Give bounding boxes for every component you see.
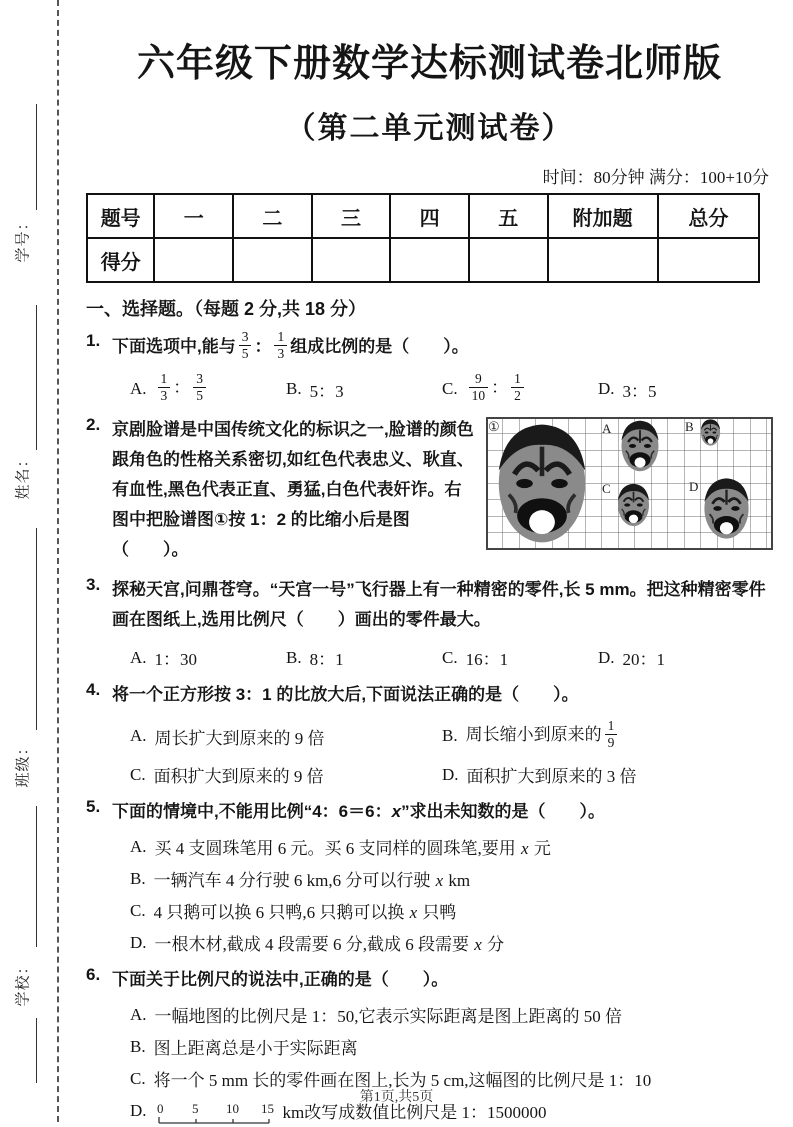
option-content: 一幅地图的比例尺是 1：50,它表示实际距离是图上距离的 50 倍 (154, 1007, 623, 1027)
option-label: C. (130, 1068, 146, 1088)
mask-label-c: C (602, 481, 611, 497)
score-cell (312, 238, 391, 282)
paper-title: 六年级下册数学达标测试卷北师版 (136, 43, 722, 85)
student-school-label: 学校： (14, 958, 32, 1007)
question-stem: 探秘天宫,问鼎苍穹。“天宫一号”飞行器上有一种精密的零件,长 5 mm。把这种精密零件画在图纸上,选用比例尺（ ）画出的零件最大。 (112, 580, 766, 630)
student-info-line (36, 806, 37, 947)
option-label: B. (286, 647, 302, 667)
option-content: 8：1 (309, 650, 344, 670)
header-cell: 三 (312, 194, 391, 238)
mask-label-a: A (602, 421, 612, 437)
question-1-options (130, 373, 773, 405)
student-info-line (36, 305, 37, 450)
option-label: B. (130, 868, 146, 888)
option-content: 面积扩大到原来的 9 倍 (153, 767, 324, 787)
option-label: A. (130, 726, 147, 746)
score-cell (469, 238, 548, 282)
option-label: B. (130, 1036, 146, 1056)
option-content: 一根木材,截成 4 段需要 6 分,截成 6 段需要 x 分 (154, 935, 505, 955)
question-number: 6. (86, 965, 101, 985)
mask-label-d: D (689, 479, 699, 495)
question-3-options (130, 645, 773, 670)
option-d (598, 645, 665, 670)
question-4-options-row-2 (130, 762, 773, 787)
question-2 (86, 415, 773, 565)
score-row-label: 得分 (87, 238, 154, 282)
option-a (130, 1002, 773, 1027)
option-a (130, 834, 773, 859)
score-table (86, 193, 760, 283)
header-cell: 一 (154, 194, 233, 238)
score-table-header-row (87, 194, 759, 238)
student-name-label: 姓名： (14, 451, 32, 500)
option-content: $\frac{1}{3}$ ： $\frac{3}{5}$ (155, 373, 210, 405)
question-4-options-row-1 (130, 720, 773, 752)
student-id-label: 学号： (14, 214, 32, 263)
student-info-line (36, 1018, 37, 1083)
header-cell: 二 (233, 194, 312, 238)
student-info-line (36, 528, 37, 730)
option-b (442, 720, 754, 752)
opera-masks-figure (486, 417, 773, 550)
score-cell (390, 238, 469, 282)
option-content: 周长缩小到原来的 $\frac{1}{9}$ (466, 720, 621, 752)
question-number: 3. (86, 575, 101, 595)
question-1 (86, 331, 773, 405)
header-cell: 四 (390, 194, 469, 238)
option-content: 将一个 5 mm 长的零件画在图上,长为 5 cm,这幅图的比例尺是 1：10 (153, 1071, 652, 1091)
option-content: 一辆汽车 4 分行驶 6 km,6 分可以行驶 x km (153, 871, 471, 891)
score-table-score-row (87, 238, 759, 282)
option-label: D. (598, 647, 615, 667)
option-label: A. (130, 836, 147, 856)
option-content: 16：1 (465, 650, 509, 670)
option-label: D. (442, 764, 459, 784)
question-stem: 下面的情境中,不能用比例“4：6＝6：x”求出未知数的是（ ）。 (112, 802, 606, 822)
question-stem: 下面关于比例尺的说法中,正确的是（ ）。 (112, 970, 449, 990)
score-cell (658, 238, 759, 282)
option-content: 买 4 支圆珠笔用 6 元。买 6 支同样的圆珠笔,要用 x 元 (154, 839, 551, 859)
scale-tick-label: 0 (156, 1101, 164, 1117)
option-c (442, 645, 598, 670)
option-a (130, 373, 286, 405)
option-content: 1：30 (154, 650, 198, 670)
student-info-line (36, 104, 37, 210)
question-5 (86, 797, 773, 955)
question-number: 1. (86, 331, 101, 350)
option-b (130, 866, 773, 891)
question-number: 2. (86, 415, 101, 435)
option-label: A. (130, 379, 147, 399)
time-score-meta: 时间：80分钟 满分：100+10分 (542, 168, 769, 187)
section-1-title: 一、选择题。（每题 2 分,共 18 分） (86, 299, 367, 319)
option-d (442, 762, 754, 787)
score-cell (548, 238, 658, 282)
score-cell (154, 238, 233, 282)
option-content: 面积扩大到原来的 3 倍 (466, 767, 637, 787)
option-d (130, 930, 773, 955)
scale-tick-label: 5 (191, 1101, 199, 1117)
option-label: D. (598, 379, 615, 399)
question-stem: 京剧脸谱是中国传统文化的标识之一,脸谱的颜色跟角色的性格关系密切,如红色代表忠义、耿直、有血性,黑色代表正直、勇猛,白色代表奸诈。右图中把脸谱图①按 1：2 的比缩小后是图（ ）。 (112, 420, 474, 560)
option-a (130, 724, 442, 749)
option-content: 4 只鹅可以换 6 只鸭,6 只鹅可以换 x 只鸭 (153, 903, 457, 923)
option-b (130, 1034, 773, 1059)
option-c (130, 762, 442, 787)
scale-tick-label: 10 (225, 1101, 239, 1117)
option-content: 图上距离总是小于实际距离 (153, 1039, 358, 1059)
option-content: 周长扩大到原来的 9 倍 (154, 728, 325, 748)
option-c (130, 898, 773, 923)
question-number: 4. (86, 680, 101, 700)
option-c (442, 373, 598, 405)
option-d (598, 377, 657, 402)
option-label: B. (286, 379, 302, 399)
option-content: $\frac{9}{10}$ ： $\frac{1}{2}$ (466, 373, 527, 405)
option-label: C. (442, 379, 458, 399)
paper-subtitle: （第二单元测试卷） (285, 112, 574, 145)
question-stem: 下面选项中,能与 $\frac{3}{5}$ ： $\frac{1}{3}$ 组成比例的是（ ）。 (112, 329, 469, 361)
option-label: A. (130, 647, 147, 667)
binding-dashed-line (57, 0, 59, 1122)
option-content: 3：5 (622, 381, 657, 401)
question-number: 5. (86, 797, 101, 817)
question-3 (86, 575, 773, 670)
question-stem: 将一个正方形按 3：1 的比放大后,下面说法正确的是（ ）。 (112, 685, 579, 705)
header-cell: 五 (469, 194, 548, 238)
option-b (286, 645, 442, 670)
header-cell: 总分 (658, 194, 759, 238)
option-label: D. (130, 1100, 147, 1120)
option-label: D. (130, 932, 147, 952)
mask-label-b: B (685, 419, 694, 435)
option-b (286, 377, 442, 402)
option-label: A. (130, 1004, 147, 1024)
paper-content (86, 0, 773, 1123)
header-cell: 题号 (87, 194, 154, 238)
option-label: C. (130, 764, 146, 784)
option-label: B. (442, 726, 458, 746)
scale-tick-label: 15 (260, 1101, 274, 1117)
student-class-label: 班级： (14, 739, 32, 788)
option-content: 20：1 (622, 650, 666, 670)
option-a (130, 645, 286, 670)
option-content: 5：3 (309, 381, 344, 401)
option-label: C. (130, 900, 146, 920)
question-4 (86, 680, 773, 787)
score-cell (233, 238, 312, 282)
option-content: km改写成数值比例尺是 1：1500000 (282, 1103, 547, 1123)
option-label: C. (442, 647, 458, 667)
mask-label-1: ① (488, 419, 500, 435)
header-cell: 附加题 (548, 194, 658, 238)
page-footer: 第1页,共5页 (359, 1090, 434, 1105)
